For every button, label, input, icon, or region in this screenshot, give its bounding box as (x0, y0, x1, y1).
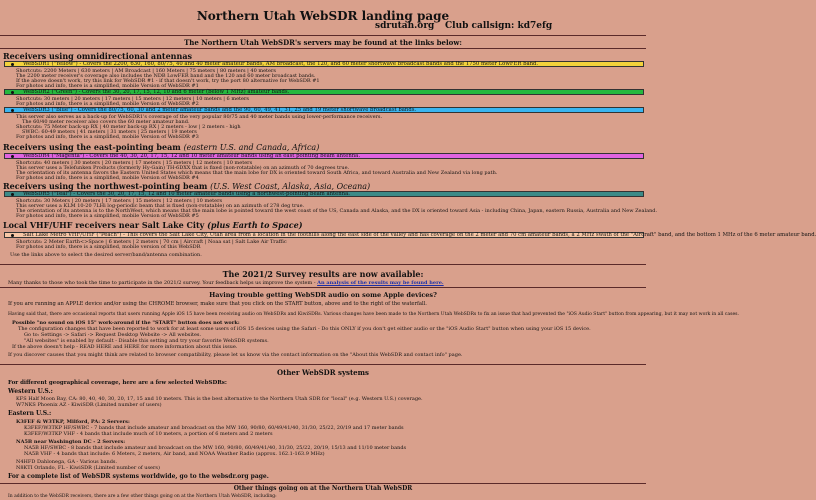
websdr3-60m-note: The 60/40 meter receiver also covers the 60 meter amateur band. (22, 119, 190, 125)
websdr1-mobile[interactable]: For photos and info, there is a simplified, mobile Version of WebSDR #1 (16, 83, 199, 89)
websdr4-mobile[interactable]: For photos and info, there is a simplified, mobile Version of WebSDR #4 (16, 175, 199, 181)
websdr4-shortcuts[interactable]: Shortcuts: 40 meters | 30 meters | 20 meters | 17 meters | 15 meters | 12 meters | 10 meters (16, 160, 253, 166)
east-k3fef-hf[interactable]: K3FEF/W3TKP HF/SWBC - 7 bands that include amateur and broadcast on the MW 160, 90/80, 60/49/41/40, 31/30, 25/22, 20/19 and 17 meter bands (24, 425, 404, 431)
divider (0, 264, 646, 265)
east-n4hfd[interactable]: N4HFD Dahlonega, GA - Various bands. (16, 459, 118, 465)
websdr3-link[interactable]: WebSDR3 ("Blue") - Covers the 80/75, 60, 30 and 2 meter amateur bands and the 90, 60, 49, 41, 31, 25 and 19 meter shortwave broadcast bands. (23, 107, 417, 113)
websdr1-bar[interactable] (4, 61, 644, 67)
east-heading-note: (eastern U.S. and Canada, Africa) (183, 143, 320, 152)
audio-p3: Possible "no sound on iOS 15" work-around if the "START" button does not work: (12, 320, 240, 326)
divider (0, 35, 646, 36)
websdr5-link[interactable]: WebSDR5 ("Teal") - Covers the 30, 20, 17, 15, 12 and 10 meter amateur bands using a northwest-pointing beam antenna. (23, 191, 350, 197)
websdr3-bar[interactable] (4, 107, 644, 113)
audio-p7[interactable]: If the above doesn't help - READ HERE and HERE for more information about this issue. (12, 344, 238, 350)
websdr2-mobile[interactable]: For photos and info, there is a simplified, mobile Version of WebSDR #2 (16, 101, 199, 107)
audio-p2: Having said that, there are occasional reports that users running Apple iOS 15 have been receiving audio on WebSDRs and KiwiSDRs. Various changes have been made to the Northern Utah WebSDRs to fix an issue that had prevented the "iOS Audio Start" button from appearing, but it may not work in all cases. (8, 312, 740, 317)
websdr5-shortcuts[interactable]: Shortcuts: 30 Meters | 20 meters | 17 meters | 15 meters | 12 meters | 10 meters (16, 198, 223, 204)
east-k3fef-vhf[interactable]: K3FEF/W3TKP VHF - 4 bands that include much of 10 meters, a portion of 6 meters and 2 meters (24, 431, 273, 437)
websdr4-antenna: This server uses a Telefunken Products (formerly Hy-Gain) TH-6DXX that is fixed (non-rotatable) on an azimuth of 70 degrees true. (16, 165, 350, 171)
websdr1-link[interactable]: WebSDR1 ("Yellow") - Covers the 2200, 630, 160, 80/75, 40 and 40 meter amateur bands, AM broadcast, the 120, and 60 meter shortwave broadcast bands and the 1750 meter LowFER band. (23, 61, 539, 67)
survey-text: Many thanks to those who took the time to participate in the 2021/2 survey. Your feedback helps us improve the system - (8, 280, 316, 286)
east-na5b-vhf[interactable]: NA5B VHF - 4 bands that include: 6 Meters, 2 meters, Air band, and NOAA Weather Radio (approx. 162.1-163.9 MHz) (24, 451, 325, 457)
northwest-heading (3, 182, 370, 191)
other-title: Other WebSDR systems (276, 368, 369, 377)
east-na5b: NA5B near Washington DC - 2 Servers: (16, 439, 126, 445)
footer-line: In addition to the WebSDR receivers, there are a few other things going on at the Northern Utah WebSDR, including: (8, 494, 277, 499)
websdr4-bar[interactable] (4, 153, 644, 159)
east-na5b-hf[interactable]: NA5B HF/SWBC - 8 bands that include amateur and broadcast on the MW 160, 90/80, 60/49/41/40, 31/30, 25/22, 20/19, 15/13 and 11/10 meter bands (24, 445, 407, 451)
websdr1-note: The 2200 meter receiver's coverage also includes the NDB LowFER band and the 120 and 60 meter broadcast bands. (16, 73, 316, 79)
survey-results-link[interactable]: An analysis of the results may be found here. (317, 280, 444, 286)
west-heading: Western U.S.: (8, 388, 53, 395)
websdr2-link[interactable]: WebSDR2 ("Green") - Covers the 30, 20, 17, 15, 12, 10 and 6 meter (below 1 MHz) amateur bands. (23, 89, 290, 95)
servers-line: The Northern Utah WebSDR's servers may be found at the links below: (184, 38, 462, 47)
audio-p8[interactable]: If you discover causes that you might think are related to browser compatibility, please let us know via the contact information on the "About this WebSDR and contact info" page. (8, 352, 463, 358)
east-us-heading: Eastern U.S.: (8, 410, 52, 417)
northwest-heading-note: (U.S. West Coast, Alaska, Asia, Oceana) (210, 182, 371, 191)
east-n8kti[interactable]: N8KTI Orlando, FL - KiwiSDR (Limited number of users) (16, 465, 160, 471)
east-heading-text: Receivers using the east-pointing beam (3, 142, 181, 152)
west-w7nks[interactable]: W7NKS Phoenix AZ - KiwiSDR (Limited number of users) (16, 402, 162, 408)
peach-bar[interactable] (4, 232, 816, 238)
audio-p6: "All websites" is enabled by default - Disable this setting and try your favorite WebSDR systems. (24, 338, 269, 344)
divider (0, 287, 646, 288)
peach-mobile[interactable]: For photos and info, there is a simplified, mobile version of this WebSDR (16, 244, 201, 250)
divider (0, 364, 646, 365)
local-heading-note: (plus Earth to Space) (207, 220, 303, 230)
websdr5-bar[interactable] (4, 191, 644, 197)
bullet-icon (11, 91, 14, 94)
survey-body (8, 281, 444, 286)
websdr5-antenna: This server uses a KLM 10-20 7LHi log-periodic beam that is fixed (non-rotatable) on an azimuth of 278 deg true. (16, 203, 305, 209)
page-title: Northern Utah WebSDR landing page (196, 9, 450, 23)
site-domain: sdrutah.org (375, 21, 435, 31)
websdr2-shortcuts[interactable]: Shortcuts: 30 meters | 20 meters | 17 meters | 15 meters | 12 meters | 10 meters | 6 meters (16, 96, 249, 102)
east-k3fef: K3FEF & W3TKP, Milford, PA: 2 Servers: (16, 419, 130, 425)
websdr3-swbc[interactable]: SWBC: 60-49 meters | 41 meters | 31 meters | 25 meters | 19 meters (22, 129, 197, 135)
local-heading (3, 221, 303, 229)
websdr3-backup-note: This server also serves as a back-up for WebSDR1's coverage of the very popular 80/75 and 40 meter bands using lower-performance receivers. (16, 114, 383, 120)
audio-p5: Go to: Settings -> Safari -> Request Desktop Website -> All websites. (24, 332, 202, 338)
bullet-icon (11, 193, 14, 196)
audio-p1: If you are running an APPLE device and/or using the CHROME browser, make sure that you click on the START button, above and to the right of the waterfall. (8, 301, 427, 307)
bullet-icon (11, 109, 14, 112)
websdr1-alt[interactable]: If the above doesn't work, try this link for WebSDR #1 - if that doesn't work, try the port 80 alternative for WebSDR #1 (16, 78, 320, 84)
bullet-icon (11, 234, 14, 237)
audio-title: Having trouble getting WebSDR audio on some Apple devices? (209, 291, 437, 299)
select-note: Use the links above to select the desired server/band/antenna combination. (10, 252, 202, 258)
websdr4-orientation: The orientation of its antenna favors the Eastern United States which means that the main lobe for DX is oriented toward South Africa, and toward Australia and New Zealand via long path. (16, 170, 498, 176)
websdr5-orientation: The orientation of its antenna is to the NorthWest, which means that the main lobe is pointed toward the west coast of the US, Canada and Alaska, and the DX is oriented toward Asia - including China, Japan, eastern Russia, Australia and New Zealand. (16, 208, 658, 214)
other-intro: For different geographical coverage, here are a few selected WebSDRs: (8, 380, 227, 386)
websdr2-bar[interactable] (4, 89, 644, 95)
west-kfs[interactable]: KFS Half Moon Bay, CA: 80, 40, 40, 30, 20, 17, 15 and 10 meters. This is the best alternative to the Northern Utah SDR for "local" (e.g. Western U.S.) coverage. (16, 396, 423, 402)
websdr4-link[interactable]: WebSDR4 ("Magenta") - Covers the 40, 30, 20, 17, 15, 12 and 10 meter amateur bands using an east pointing beam antenna. (23, 153, 360, 159)
survey-title: The 2021/2 Survey results are now available: (222, 269, 424, 279)
page-header (0, 10, 646, 38)
websdr5-mobile[interactable]: For photos and info, there is a simplified, mobile Version of WebSDR #5 (16, 213, 199, 219)
websdr3-mobile[interactable]: For photos and info, there is a simplified, mobile Version of WebSDR #3 (16, 134, 199, 140)
peach-shortcuts[interactable]: Shortcuts: 2 Meter Earth<>Space | 6 meters | 2 meters | 70 cm | Aircraft | Noaa sat | Salt Lake Air Traffic (16, 239, 287, 245)
divider (0, 48, 646, 49)
complete-list[interactable]: For a complete list of WebSDR systems worldwide, go to the websdr.org page. (8, 473, 269, 480)
footer-title: Other things going on at the Northern Utah WebSDR (233, 485, 413, 492)
bullet-icon (11, 155, 14, 158)
east-heading (3, 143, 319, 152)
audio-p4: The configuration changes that have been reported to work for at least some users of iOS 15 devices using the Safari - Do this ONLY if you don't get either audio or the "iOS Audio Start" button when using your iOS 15 device. (18, 326, 591, 332)
websdr1-shortcuts[interactable]: Shortcuts: 2200 Meters | 630 meters | AM Broadcast | 160 Meters | 75 meters | 80 meters | 40 meters (16, 68, 276, 74)
omni-heading: Receivers using omnidirectional antennas (3, 51, 192, 61)
northwest-heading-text: Receivers using the northwest-pointing beam (3, 181, 208, 191)
bullet-icon (11, 63, 14, 66)
peach-link[interactable]: Salt Lake Metro VHF/UHF ("Peach") - This covers the Salt Lake City, Utah area from a location in the foothills along the east side of the valley and has coverage on the 2 meter and 70 cm amateur bands, a 2 MHz swath of the "Aircraft" band, and the bottom 1 MHz of the 6 meter amateur band. (23, 232, 816, 238)
websdr3-shortcuts[interactable]: Shortcuts: 75 Meter back-up RX | 40 meter back-up RX | 2 meters - low | 2 meters - high (16, 124, 241, 130)
local-heading-text: Local VHF/UHF receivers near Salt Lake City (3, 220, 205, 230)
divider (0, 483, 646, 484)
club-callsign: Club callsign: kd7efg (445, 21, 553, 31)
